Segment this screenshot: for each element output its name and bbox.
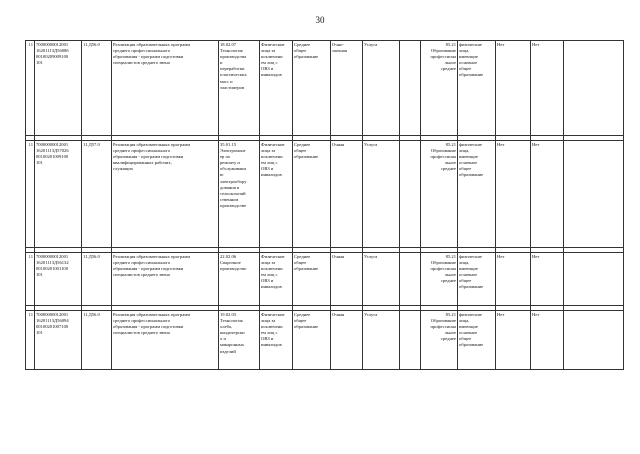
- cell-okved: [421, 311, 458, 370]
- cell-category: [260, 253, 293, 306]
- cell-line: общее: [294, 318, 307, 324]
- cell-specialty: [219, 141, 260, 248]
- cell-line: ремонту и: [220, 160, 240, 166]
- cell-type: Услуга: [363, 141, 400, 248]
- cell-line: имеющие: [459, 324, 478, 330]
- cell-line: ем лиц с: [261, 272, 278, 278]
- cell-line: ОВЗ и: [261, 166, 274, 172]
- cell-line: заочная: [332, 48, 347, 54]
- cell-line: сельскохозяй: [220, 190, 246, 196]
- cell-line: инвалидов: [261, 284, 282, 290]
- cell-line: 70000000012001: [36, 312, 69, 317]
- cell-line: образования - программ подготовки: [113, 324, 184, 330]
- cell-flag-1: Нет: [496, 41, 531, 136]
- cell-line: лица,: [459, 48, 470, 54]
- cell-line: среднее: [440, 336, 456, 342]
- cell-flag-2: Нет: [531, 311, 564, 370]
- cell-line: среднего профессионального: [113, 48, 171, 54]
- cell-line: специалистов среднего звена: [113, 60, 170, 66]
- cell-line: 22.02.06: [220, 254, 237, 259]
- cell-line: образование: [294, 266, 319, 272]
- cell-line: ем лиц с: [261, 330, 278, 336]
- cell-line: 18.02.07: [220, 42, 237, 47]
- cell-line: 00100209009100: [36, 54, 69, 60]
- cell-line: образование: [294, 324, 319, 330]
- cell-index: 11: [26, 41, 35, 136]
- cell-index: 11: [26, 311, 35, 370]
- cell-line: основное: [459, 272, 478, 278]
- cell-line: среднего профессионального: [113, 318, 171, 324]
- cell-line: специалистов среднего звена: [113, 272, 170, 278]
- cell-line: 101: [36, 160, 43, 166]
- cell-line: 70000000012001: [36, 142, 69, 147]
- cell-education-level: [293, 311, 331, 370]
- cell-empty: [564, 41, 624, 136]
- cell-line: основное: [459, 160, 478, 166]
- cell-flag-2: Нет: [531, 41, 564, 136]
- cell-line: 00100201001100: [36, 266, 68, 272]
- cell-empty: [564, 253, 624, 306]
- cell-line: 101: [36, 272, 43, 278]
- cell-line: х и: [220, 336, 226, 342]
- cell-line: Технология: [220, 318, 243, 324]
- cell-okved: [421, 141, 458, 248]
- cell-line: имеющие: [459, 266, 478, 272]
- cell-category: [260, 311, 293, 370]
- cell-line: электрообору: [220, 178, 247, 184]
- cell-line: ОВЗ и: [261, 278, 274, 284]
- cell-line: образование: [459, 342, 484, 348]
- cell-line: лица,: [459, 148, 470, 154]
- cell-line: Реализация образовательных программ: [113, 42, 191, 47]
- cell-service-code: 11.Д57.0: [82, 141, 112, 248]
- cell-specialty: [219, 41, 260, 136]
- cell-line: среднее: [440, 278, 456, 284]
- cell-line: переработки: [220, 66, 245, 72]
- cell-line: Очная: [332, 142, 345, 147]
- cell-registry-code: [35, 253, 82, 306]
- cell-line: физические: [459, 254, 482, 259]
- cell-line: общее: [294, 48, 307, 54]
- cell-line: профессиона: [430, 324, 456, 330]
- cell-line: пластических: [220, 72, 247, 78]
- cell-line: общее: [294, 148, 307, 154]
- cell-line: Физические: [261, 42, 285, 47]
- cell-consumer: [458, 311, 496, 370]
- cell-program: [112, 41, 219, 136]
- cell-line: общее: [459, 166, 472, 172]
- cell-service-code: 11.Д56.0: [82, 253, 112, 306]
- cell-line: исключени: [261, 154, 283, 160]
- cell-empty: [400, 311, 421, 370]
- cell-line: общее: [459, 66, 472, 72]
- cell-program: [112, 141, 219, 248]
- table-body: [26, 41, 624, 370]
- cell-category: [260, 141, 293, 248]
- cell-line: образования - программ подготовки: [113, 54, 184, 60]
- cell-line: образование: [459, 172, 484, 178]
- cell-line: Технология: [220, 48, 243, 54]
- cell-line: исключени: [261, 54, 283, 60]
- cell-line: среднее: [440, 66, 456, 72]
- cell-line: производства: [220, 54, 247, 60]
- cell-empty: [400, 41, 421, 136]
- cell-line: Реализация образовательных программ: [113, 254, 191, 259]
- cell-line: исключени: [261, 266, 283, 272]
- cell-line: дования в: [220, 184, 240, 190]
- cell-line: Реализация образовательных программ: [113, 312, 191, 317]
- cell-line: ОВЗ и: [261, 66, 274, 72]
- cell-line: льное: [444, 60, 456, 66]
- cell-line: хлеба,: [220, 324, 233, 330]
- cell-okved: [421, 41, 458, 136]
- cell-service-code: 11.Д56.0: [82, 41, 112, 136]
- cell-line: 16201113Д57026: [36, 148, 69, 154]
- cell-program: [112, 311, 219, 370]
- cell-line: инвалидов: [261, 172, 282, 178]
- cell-line: основное: [459, 330, 478, 336]
- cell-line: Очно-: [332, 42, 344, 47]
- cell-line: имеющие: [459, 154, 478, 160]
- cell-line: Образование: [430, 48, 456, 54]
- cell-line: служащих: [113, 166, 134, 172]
- cell-line: Среднее: [294, 42, 311, 47]
- cell-line: ер по: [220, 154, 231, 160]
- cell-line: льное: [444, 330, 456, 336]
- cell-line: общее: [294, 260, 307, 266]
- cell-education-level: [293, 141, 331, 248]
- cell-line: ственном: [220, 196, 239, 202]
- cell-line: 70000000012001: [36, 254, 69, 259]
- cell-line: Образование: [430, 148, 456, 154]
- cell-line: 16201113Д56086: [36, 48, 69, 54]
- cell-line: эластомеров: [220, 84, 245, 90]
- cell-line: 85.21: [445, 42, 456, 47]
- cell-flag-1: Нет: [496, 141, 531, 248]
- cell-line: профессиона: [430, 54, 456, 60]
- cell-line: 70000000012001: [36, 42, 69, 47]
- cell-line: обслуживани: [220, 166, 246, 172]
- cell-line: профессиона: [430, 154, 456, 160]
- cell-line: макаронных: [220, 342, 245, 348]
- cell-line: инвалидов: [261, 342, 282, 348]
- cell-line: физические: [459, 312, 482, 317]
- table-row: [26, 311, 624, 370]
- cell-line: лица за: [261, 260, 276, 266]
- cell-index: 11: [26, 141, 35, 248]
- table-row: [26, 253, 624, 306]
- cell-line: среднее: [440, 166, 456, 172]
- cell-flag-1: Нет: [496, 253, 531, 306]
- cell-line: 85.21: [445, 254, 456, 259]
- cell-line: профессиона: [430, 266, 456, 272]
- cell-service-code: 11.Д56.0: [82, 311, 112, 370]
- cell-program: [112, 253, 219, 306]
- cell-line: Среднее: [294, 312, 311, 317]
- cell-line: основное: [459, 60, 478, 66]
- cell-line: Реализация образовательных программ: [113, 142, 191, 147]
- cell-line: Очная: [332, 312, 345, 317]
- cell-empty: [400, 253, 421, 306]
- cell-registry-code: [35, 141, 82, 248]
- cell-line: 16201113Д56094: [36, 318, 69, 324]
- cell-line: 16201113Д56132: [36, 260, 69, 266]
- cell-flag-2: Нет: [531, 253, 564, 306]
- cell-line: 101: [36, 60, 43, 66]
- cell-type: Услуга: [363, 41, 400, 136]
- cell-line: физические: [459, 42, 482, 47]
- cell-line: Электромонт: [220, 148, 246, 154]
- cell-line: имеющие: [459, 54, 478, 60]
- cell-line: среднего профессионального: [113, 260, 171, 266]
- cell-study-form: [331, 41, 363, 136]
- cell-line: изделий: [220, 348, 236, 354]
- cell-line: образования - программ подготовки: [113, 266, 184, 272]
- table-row: [26, 141, 624, 248]
- cell-okved: [421, 253, 458, 306]
- cell-line: кондитерски: [220, 330, 245, 336]
- cell-line: образование: [294, 54, 319, 60]
- cell-line: Среднее: [294, 254, 311, 259]
- cell-line: Образование: [430, 318, 456, 324]
- cell-line: Образование: [430, 260, 456, 266]
- cell-line: лица,: [459, 260, 470, 266]
- cell-line: специалистов среднего звена: [113, 330, 170, 336]
- cell-line: ОВЗ и: [261, 336, 274, 342]
- cell-line: Среднее: [294, 142, 311, 147]
- cell-line: ю: [220, 172, 224, 178]
- cell-specialty: [219, 253, 260, 306]
- cell-line: Сварочное: [220, 260, 241, 266]
- cell-line: общее: [459, 336, 472, 342]
- cell-type: Услуга: [363, 253, 400, 306]
- cell-registry-code: [35, 41, 82, 136]
- page-number: 30: [315, 15, 325, 25]
- cell-empty: [564, 141, 624, 248]
- cell-flag-1: Нет: [496, 311, 531, 370]
- cell-flag-2: Нет: [531, 141, 564, 248]
- cell-line: общее: [459, 278, 472, 284]
- cell-education-level: [293, 41, 331, 136]
- cell-line: производстве: [220, 202, 247, 208]
- cell-consumer: [458, 41, 496, 136]
- cell-education-level: [293, 253, 331, 306]
- cell-line: Физические: [261, 312, 285, 317]
- cell-line: образования - программ подготовки: [113, 154, 184, 160]
- cell-type: Услуга: [363, 311, 400, 370]
- cell-line: 35.01.15: [220, 142, 237, 147]
- cell-line: льное: [444, 272, 456, 278]
- cell-specialty: [219, 311, 260, 370]
- cell-consumer: [458, 141, 496, 248]
- cell-line: образование: [459, 72, 484, 78]
- cell-line: 101: [36, 330, 43, 336]
- cell-line: лица за: [261, 148, 276, 154]
- cell-line: 00100201009100: [36, 154, 69, 160]
- cell-line: 85.21: [445, 312, 456, 317]
- cell-study-form: [331, 253, 363, 306]
- cell-empty: [564, 311, 624, 370]
- cell-line: инвалидов: [261, 72, 282, 78]
- cell-line: 85.21: [445, 142, 456, 147]
- table-row: [26, 41, 624, 136]
- cell-study-form: [331, 141, 363, 248]
- cell-line: исключени: [261, 324, 283, 330]
- cell-line: образование: [459, 284, 484, 290]
- cell-line: образование: [294, 154, 319, 160]
- cell-index: 11: [26, 253, 35, 306]
- cell-empty: [400, 141, 421, 248]
- cell-study-form: [331, 311, 363, 370]
- cell-line: квалифицированных рабочих,: [113, 160, 172, 166]
- cell-consumer: [458, 253, 496, 306]
- cell-line: среднего профессионального: [113, 148, 171, 154]
- cell-line: 00100201007100: [36, 324, 69, 330]
- cell-line: и: [220, 60, 223, 66]
- cell-line: льное: [444, 160, 456, 166]
- cell-line: производство: [220, 266, 247, 272]
- cell-line: ем лиц с: [261, 60, 278, 66]
- cell-line: масс и: [220, 78, 233, 84]
- cell-line: лица за: [261, 48, 276, 54]
- cell-line: Физические: [261, 254, 285, 259]
- services-register-table: [25, 40, 624, 370]
- cell-line: 19.02.03: [220, 312, 237, 317]
- cell-category: [260, 41, 293, 136]
- cell-line: Очная: [332, 254, 345, 259]
- cell-line: лица,: [459, 318, 470, 324]
- cell-line: физические: [459, 142, 482, 147]
- cell-registry-code: [35, 311, 82, 370]
- cell-line: ем лиц с: [261, 160, 278, 166]
- cell-line: Физические: [261, 142, 285, 147]
- cell-line: лица за: [261, 318, 276, 324]
